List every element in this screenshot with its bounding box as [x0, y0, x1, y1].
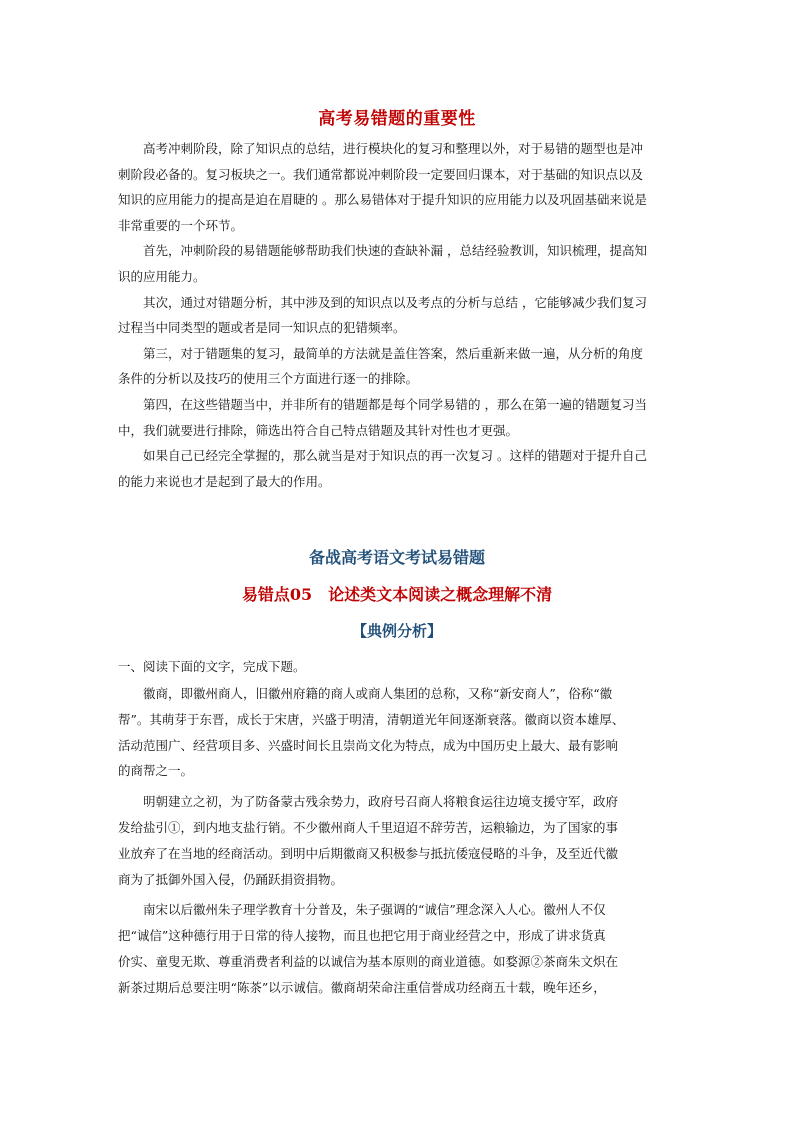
intro-paragraph [118, 341, 678, 392]
intro-line: 知识的应用能力的提高是迫在眉睫的 。那么易错体对于提升知识的应用能力以及巩固基础来说是 [118, 192, 647, 208]
intro-paragraph [118, 238, 678, 289]
intro-line: 识的应用能力。 [118, 268, 206, 284]
passage-line: 活动范围广、经营项目多、兴盛时间长且崇尚文化为特点，成为中国历史上最大、最有影响 [118, 737, 619, 753]
intro-line: 刺阶段必备的。复习板块之一。我们通常都说冲刺阶段一定要回归课本，对于基础的知识点以及 [118, 166, 644, 182]
intro-paragraph [118, 136, 678, 238]
passage-line: 南宋以后徽州朱子理学教育十分普及，朱子强调的“诚信”理念深入人心。徽州人不仅 [143, 902, 606, 918]
intro-line: 如果自己已经完全掌握的，那么就当是对于知识点的再一次复习 。这样的错题对于提升自己 [143, 448, 647, 464]
intro-paragraph [118, 443, 678, 494]
intro-paragraph [118, 392, 678, 443]
question-prompt: 一、阅读下面的文字，完成下题。 [118, 659, 306, 674]
passage-paragraph [118, 789, 680, 892]
passage-paragraph [118, 897, 680, 1000]
intro-paragraph [118, 290, 678, 341]
passage-line: 的商帮之一。 [118, 763, 194, 779]
passage-line: 明朝建立之初，为了防备蒙古残余势力，政府号召商人将粮食运往边境支援守军，政府 [143, 794, 619, 810]
intro-line: 过程当中同类型的题或者是同一知识点的犯错频率。 [118, 320, 406, 336]
page-title: 高考易错题的重要性 [318, 109, 476, 129]
example-analysis-heading: 【典例分析】 [351, 622, 442, 640]
passage-line: 徽商，即徽州商人，旧徽州府籍的商人或商人集团的总称，又称“新安商人”，俗称“徽 [143, 686, 613, 701]
intro-line: 的能力来说也才是起到了最大的作用。 [118, 473, 331, 489]
section-title: 备战高考语文考试易错题 [308, 548, 485, 567]
intro-line: 高考冲刺阶段，除了知识点的总结，进行模块化的复习和整理以外，对于易错的题型也是冲 [143, 141, 644, 156]
passage-line: 把“诚信”这种德行用于日常的待人接物，而且也把它用于商业经营之中，形成了讲求货真 [118, 928, 606, 944]
passage-line: 商为了抵御外国入侵，仍踊跃捐资捐物。 [118, 871, 344, 887]
intro-line: 第三，对于错题集的复习，最简单的方法就是盖住答案，然后重新来做一遍，从分析的角度 [143, 345, 644, 361]
passage-line: 帮”。其萌芽于东晋，成长于宋唐，兴盛于明清，清朝道光年间逐渐衰落。徽商以资本雄厚、 [118, 711, 625, 727]
reading-passage [118, 681, 680, 1006]
intro-line: 第四，在这些错题当中，并非所有的错题都是每个同学易错的 ，那么在第一遍的错题复习当 [143, 396, 647, 412]
intro-line: 首先，冲刺阶段的易错题能够帮助我们快速的查缺补漏 ，总结经验教训，知识梳理，提高知 [143, 243, 647, 259]
intro-line: 其次，通过对错题分析，其中涉及到的知识点以及考点的分析与总结 ，它能够减少我们复习 [143, 294, 647, 310]
intro-text [118, 136, 678, 494]
intro-line: 中，我们就要进行排除，筛选出符合自己特点错题及其针对性也才更强。 [118, 422, 519, 438]
passage-line: 新茶过期后总要注明“陈茶”以示诚信。徽商胡荣命注重信誉成功经商五十载，晚年还乡， [118, 979, 606, 995]
section-subtitle: 易错点05 论述类文本阅读之概念理解不清 [241, 585, 553, 604]
passage-line: 价实、童叟无欺、尊重消费者利益的以诚信为基本原则的商业道德。如婺源②茶商朱文炽在 [118, 953, 619, 969]
intro-line: 条件的分析以及技巧的使用三个方面进行逐一的排除。 [118, 371, 419, 387]
intro-line: 非常重要的一个环节。 [118, 217, 244, 233]
passage-paragraph [118, 681, 680, 784]
passage-line: 业放弃了在当地的经商活动。到明中后期徽商又积极参与抵抗倭寇侵略的斗争，及至近代徽 [118, 845, 619, 861]
passage-line: 发给盐引①，到内地支盐行销。不少徽州商人千里迢迢不辞劳苦，运粮输边，为了国家的事 [118, 819, 619, 835]
